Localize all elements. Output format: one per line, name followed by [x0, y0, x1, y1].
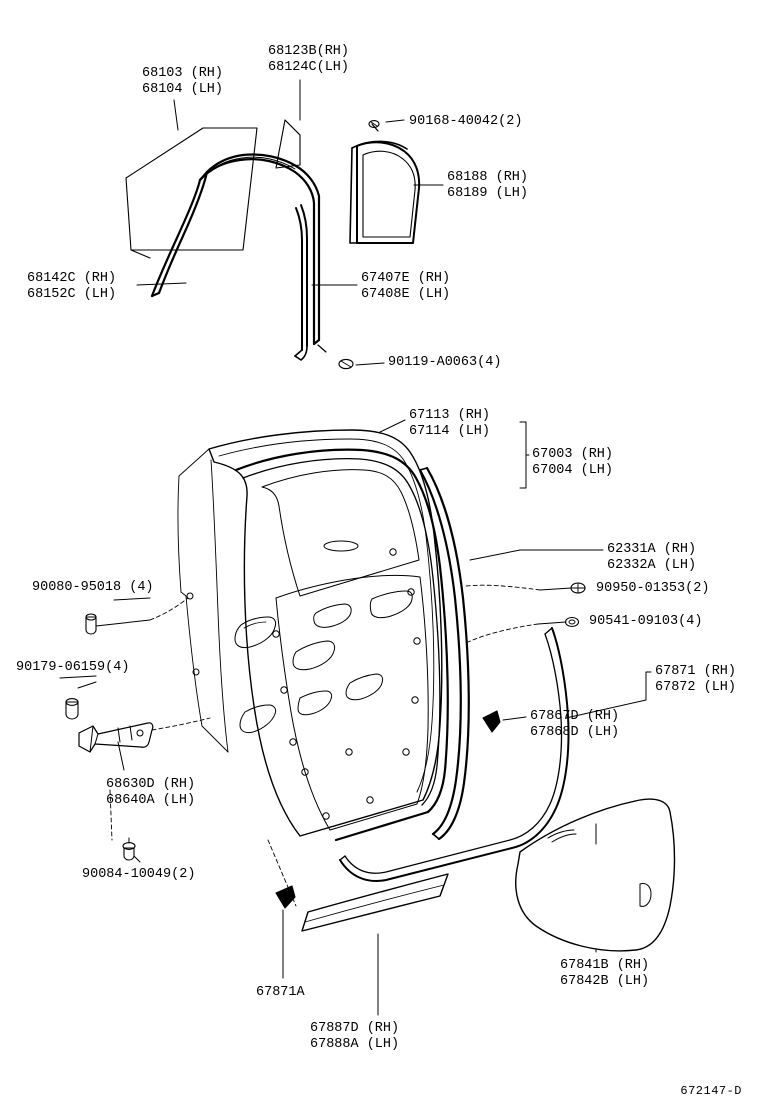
part-label-67113: 67113 (RH) 67114 (LH) [409, 408, 491, 439]
part-label-90080-95018: 90080-95018 (4) [32, 580, 154, 595]
part-label-67871: 67871 (RH) 67872 (LH) [655, 664, 737, 695]
part-label-67407e: 67407E (RH) 67408E (LH) [361, 271, 451, 302]
part-label-68123b: 68123B(RH) 68124C(LH) [268, 44, 350, 75]
part-label-90084-10049: 90084-10049(2) [82, 867, 196, 882]
part-label-90541-09103: 90541-09103(4) [589, 614, 703, 629]
part-label-90168-40042: 90168-40042(2) [409, 114, 523, 129]
part-label-68630d: 68630D (RH) 68640A (LH) [106, 777, 196, 808]
part-label-68142c: 68142C (RH) 68152C (LH) [27, 271, 117, 302]
part-label-68188: 68188 (RH) 68189 (LH) [447, 170, 529, 201]
part-label-67871a: 67871A [256, 985, 305, 1000]
part-label-62331a: 62331A (RH) 62332A (LH) [607, 542, 697, 573]
part-label-67003: 67003 (RH) 67004 (LH) [532, 447, 614, 478]
part-label-67867d: 67867D (RH) 67868D (LH) [530, 709, 620, 740]
part-label-67887d: 67887D (RH) 67888A (LH) [310, 1021, 400, 1052]
part-label-90119-a0063: 90119-A0063(4) [388, 355, 502, 370]
part-label-67841b: 67841B (RH) 67842B (LH) [560, 958, 650, 989]
part-label-90950-01353: 90950-01353(2) [596, 581, 710, 596]
diagram-footer-code: 672147-D [680, 1084, 742, 1098]
part-label-68103: 68103 (RH) 68104 (LH) [142, 66, 224, 97]
part-label-90179-06159: 90179-06159(4) [16, 660, 130, 675]
